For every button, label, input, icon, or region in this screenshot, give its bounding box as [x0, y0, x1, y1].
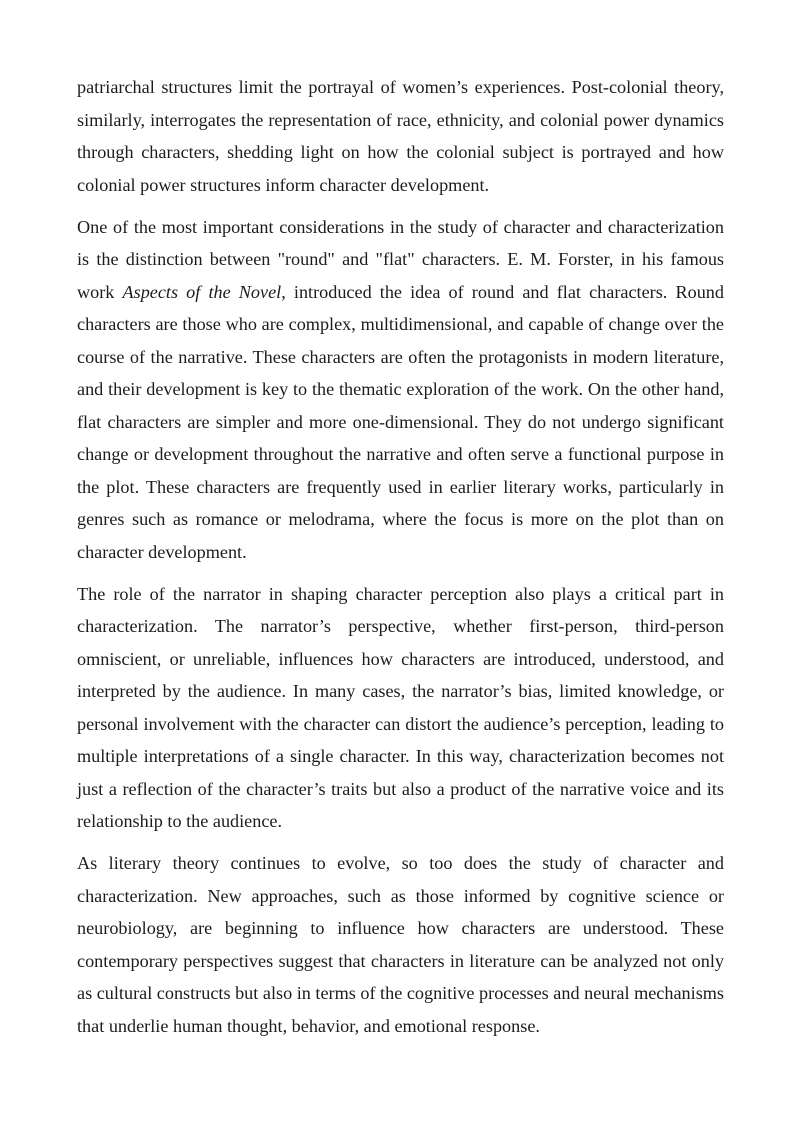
paragraph: [77, 211, 724, 569]
paragraph-text: One of the most important considerations in the study of character and characterization is the distinction between "round" and "flat" characters. E. M. Forster, in his famous work: [77, 216, 724, 302]
paragraph: As literary theory continues to evolve, so too does the study of character and characterization. New approaches, such as those informed by cognitive science or neurobiology, are beginning to influence how characters are understood. These contemporary perspectives suggest that characters in literature can be analyzed not only as cultural constructs but also in terms of the cognitive processes and neural mechanisms that underlie human thought, behavior, and emotional response.: [77, 853, 724, 1036]
paragraph: patriarchal structures limit the portrayal of women’s experiences. Post-colonial theory, similarly, interrogates the representation of race, ethnicity, and colonial power dynamics through characters, shedding light on how the colonial subject is portrayed and how colonial power structures inform character development.: [77, 77, 724, 195]
document-body: [77, 71, 724, 1052]
book-title: Aspects of the Novel: [122, 281, 282, 302]
paragraph-text: , introduced the idea of round and flat characters. Round characters are those who are complex, multidimensional, and capable of change over the course of the narrative. These characters are often the protagonists in modern literature, and their development is key to the thematic exploration of the work. On the other hand, flat characters are simpler and more one-dimensional. They do not undergo significant change or development throughout the narrative and often serve a functional purpose in the plot. These characters are frequently used in earlier literary works, particularly in genres such as romance or melodrama, where the focus is more on the plot than on character development.: [77, 281, 724, 562]
paragraph: The role of the narrator in shaping character perception also plays a critical part in characterization. The narrator’s perspective, whether first-person, third-person omniscient, or unreliable, influences how characters are introduced, understood, and interpreted by the audience. In many cases, the narrator’s bias, limited knowledge, or personal involvement with the character can distort the audience’s perception, leading to multiple interpretations of a single character. In this way, characterization becomes not just a reflection of the character’s traits but also a product of the narrative voice and its relationship to the audience.: [77, 583, 724, 832]
